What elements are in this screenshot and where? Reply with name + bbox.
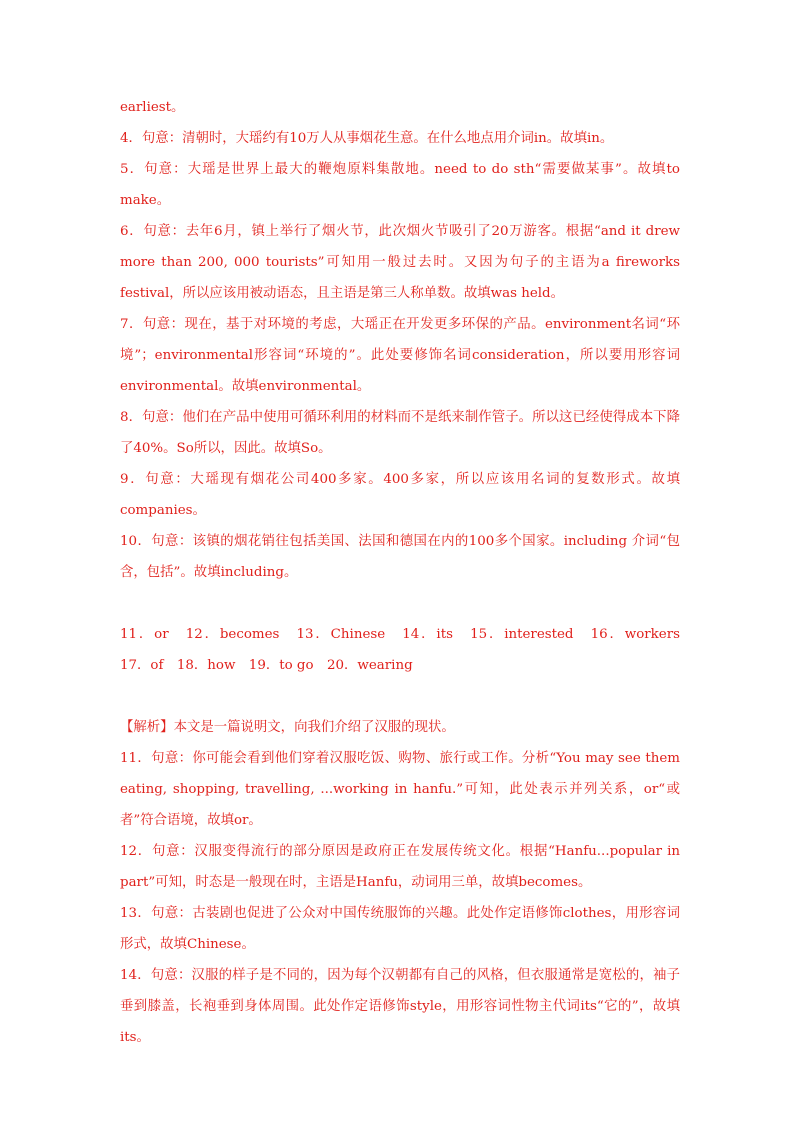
explanation-paragraph: 13．句意：古装剧也促进了公众对中国传统服饰的兴趣。此处作定语修饰clothes，用形容词形式，故填Chinese。	[120, 906, 680, 952]
analysis-intro	[120, 712, 680, 743]
spacer	[120, 588, 680, 619]
explanation-paragraph: 7．句意：现在，基于对环境的考虑，大瑶正在开发更多环保的产品。environment名词“环境”；environmental形容词“环境的”。此处要修饰名词consideration，所以要用形容词environmental。故填environmental。	[120, 317, 680, 394]
explanation-paragraph: 11．句意：你可能会看到他们穿着汉服吃饭、购物、旅行或工作。分析“You may see them eating, shopping, travelling, ...working in hanfu.”可知，此处表示并列关系，or“或者”符合语境，故填or。	[120, 751, 680, 828]
explanation-paragraph: 9．句意：大瑶现有烟花公司400多家。400多家，所以应该用名词的复数形式。故填companies。	[120, 472, 680, 518]
explanation-paragraph: 10．句意：该镇的烟花销往包括美国、法国和德国在内的100多个国家。including 介词“包含，包括”。故填including。	[120, 534, 680, 580]
analysis-tag: 【解析】	[120, 720, 174, 735]
explanation-paragraph: 12．句意：汉服变得流行的部分原因是政府正在发展传统文化。根据“Hanfu...popular in part”可知，时态是一般现在时，主语是Hanfu，动词用三单，故填becomes。	[120, 844, 680, 890]
explanation-paragraph: 6．句意：去年6月，镇上举行了烟火节，此次烟火节吸引了20万游客。根据“and it drew more than 200, 000 tourists”可知用一般过去时。又因为句子的主语为a fireworks festival，所以应该用被动语态，且主语是第三人称单数。故填was held。	[120, 224, 680, 301]
spacer	[120, 681, 680, 712]
explanation-paragraph: 8．句意：他们在产品中使用可循环利用的材料而不是纸来制作管子。所以这已经使得成本下降了40%。So所以，因此。故填So。	[120, 410, 680, 456]
answer-explanation-text	[120, 92, 694, 1053]
explanation-paragraph: 4．句意：清朝时，大瑶约有10万人从事烟花生意。在什么地点用介词in。故填in。	[120, 131, 614, 146]
analysis-summary: 本文是一篇说明文，向我们介绍了汉服的现状。	[173, 720, 455, 735]
explanation-paragraph: 14．句意：汉服的样子是不同的，因为每个汉朝都有自己的风格，但衣服通常是宽松的，袖子垂到膝盖，长袍垂到身体周围。此处作定语修饰style，用形容词性物主代词its“它的”，故填its。	[120, 968, 680, 1045]
explanation-paragraph: earliest。	[120, 100, 185, 115]
answer-key-line: 11．or 12．becomes 13．Chinese 14．its 15．interested 16．workers 17．of 18．how 19．to go 20．wearing	[120, 627, 694, 673]
explanation-paragraph: 5．句意：大瑶是世界上最大的鞭炮原料集散地。need to do sth“需要做某事”。故填to make。	[120, 162, 680, 208]
